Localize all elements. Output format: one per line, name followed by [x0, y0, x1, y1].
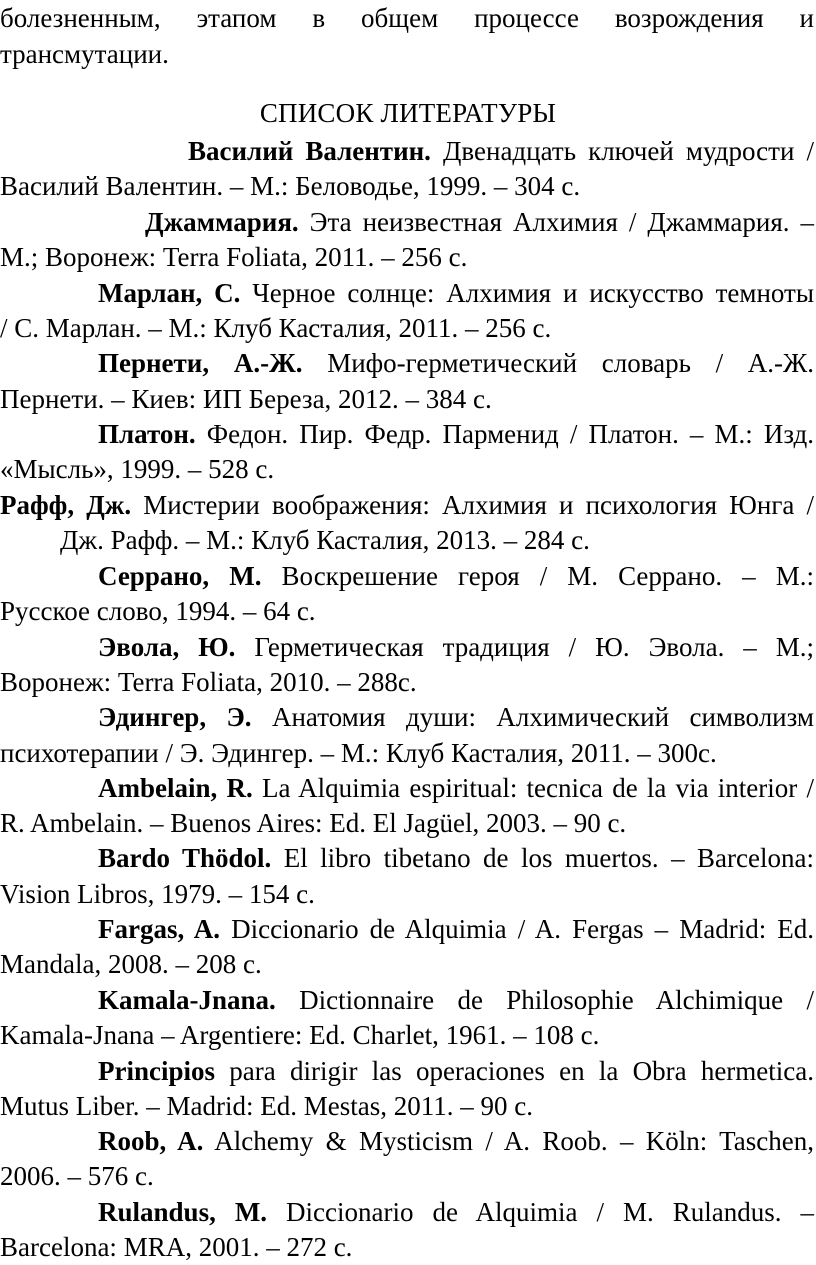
bibliography-entry-line: [145, 204, 814, 240]
bibliography-entry-author: Джаммария.: [145, 207, 299, 237]
bibliography-entry-author: Серрано, М.: [98, 561, 262, 591]
bibliography-entry-author: Rulandus, M.: [98, 1197, 268, 1227]
bibliography-entry-line: 2006. – 576 c.: [0, 1161, 154, 1191]
bibliography-entry-line: Kamala-Jnana – Argentiere: Ed. Charlet, 1961. – 108 c.: [0, 1020, 600, 1050]
bibliography-entry-line: [188, 133, 814, 169]
bibliography-entry-line: М.; Воронеж: Terra Foliata, 2011. – 256 с.: [0, 242, 468, 272]
bibliography-entry-author: Kamala-Jnana.: [98, 985, 276, 1015]
bibliography-entry-text: para dirigir las operaciones en la Obra hermetica.: [215, 1056, 814, 1086]
bibliography-entry-line: Пернети. – Киев: ИП Береза, 2012. – 384 с.: [0, 384, 492, 414]
bibliography-entry-text: Герметическая традиция / Ю. Эвола. – М.;: [235, 632, 814, 662]
bibliography-entry-line: [0, 487, 814, 523]
bibliography-entry-line: [98, 770, 814, 806]
bibliography-entry-line: [98, 699, 814, 735]
bibliography-entry-author: Платон.: [98, 419, 196, 449]
bibliography-entry-text: El libro tibetano de los muertos. – Barcelona:: [271, 843, 814, 873]
bibliography-entry-line: [98, 1053, 814, 1089]
intro-line-2: трансмутации.: [0, 39, 169, 69]
bibliography-entry-line: / С. Марлан. – М.: Клуб Касталия, 2011. – 256 с.: [0, 313, 552, 343]
bibliography-entry-line: [98, 911, 814, 947]
bibliography-entry-text: Alchemy & Mysticism / A. Roob. – Köln: Taschen,: [203, 1126, 814, 1156]
bibliography-entry-line: Barcelona: MRA, 2001. – 272 c.: [0, 1232, 353, 1262]
bibliography-entry-author: Ambelain, R.: [98, 773, 253, 803]
bibliography-entry-line: «Мысль», 1999. – 528 с.: [0, 454, 275, 484]
bibliography-entry-author: Fargas, A.: [98, 914, 221, 944]
bibliography-entry-text: Черное солнце: Алхимия и искусство темноты: [240, 278, 814, 308]
bibliography-entry-author: Марлан, С.: [98, 278, 241, 308]
intro-line-1: болезненным, этапом в общем процессе возрождения и: [0, 3, 814, 33]
bibliography-entry-line: [98, 275, 814, 311]
bibliography-entry-author: Эдингер, Э.: [98, 702, 252, 732]
bibliography-entry-text: Diccionario de Alquimia / M. Rulandus. –: [267, 1197, 814, 1227]
bibliography-entry-author: Пернети, А.-Ж.: [98, 348, 303, 378]
bibliography-entry-text: Эта неизвестная Алхимия / Джаммария. –: [298, 207, 814, 237]
bibliography-entry-author: Василий Валентин.: [188, 136, 431, 166]
bibliography-entry-text: Мифо-герметический словарь / А.-Ж.: [302, 348, 814, 378]
bibliography-entry-text: La Alquimia espiritual: tecnica de la via interior /: [252, 773, 814, 803]
bibliography-entry-line: [98, 1123, 814, 1159]
bibliography-entry-author: Эвола, Ю.: [98, 632, 236, 662]
bibliography-entry-line: Vision Libros, 1979. – 154 c.: [0, 879, 315, 909]
bibliography-entry-line: психотерапии / Э. Эдингер. – М.: Клуб Касталия, 2011. – 300с.: [0, 738, 717, 768]
bibliography-entry-line: Mutus Liber. – Madrid: Ed. Mestas, 2011. – 90 c.: [0, 1091, 533, 1121]
bibliography-entry-author: Bardo Thödol.: [98, 843, 272, 873]
bibliography-entry-text: Dictionnaire de Philosophie Alchimique /: [275, 985, 814, 1015]
bibliography-heading: СПИСОК ЛИТЕРАТУРЫ: [259, 98, 557, 128]
bibliography-entry-author: Roob, A.: [98, 1126, 204, 1156]
bibliography-entry-line: [98, 345, 814, 381]
bibliography-entry-line: Русское слово, 1994. – 64 с.: [0, 596, 316, 626]
bibliography-entry-author: Рафф, Дж.: [0, 490, 132, 520]
bibliography-entry-text: Diccionario de Alquimia / A. Fergas – Madrid: Ed.: [220, 914, 814, 944]
bibliography-entry-line: Воронеж: Terra Foliata, 2010. – 288с.: [0, 667, 417, 697]
bibliography-entry-text: Двенадцать ключей мудрости /: [430, 136, 814, 166]
bibliography-entry-author: Principios: [98, 1056, 216, 1086]
bibliography-entry-line: Дж. Рафф. – М.: Клуб Касталия, 2013. – 284 с.: [60, 525, 590, 555]
bibliography-entry-line: [98, 982, 814, 1018]
bibliography-entry-line: [98, 558, 814, 594]
bibliography-entry-text: Воскрешение героя / М. Серрано. – М.:: [261, 561, 814, 591]
bibliography-entry-line: R. Ambelain. – Buenos Aires: Ed. El Jagüel, 2003. – 90 c.: [0, 808, 627, 838]
bibliography-entry-text: Федон. Пир. Федр. Парменид / Платон. – М.: Изд.: [195, 419, 814, 449]
bibliography-entry-line: Mandala, 2008. – 208 c.: [0, 949, 262, 979]
bibliography-entry-line: Василий Валентин. – М.: Беловодье, 1999. – 304 с.: [0, 171, 581, 201]
bibliography-entry-line: [98, 840, 814, 876]
bibliography-entry-line: [98, 629, 814, 665]
bibliography-entry-line: [98, 416, 814, 452]
bibliography-entry-text: Мистерии воображения: Алхимия и психология Юнга /: [131, 490, 814, 520]
bibliography-entry-text: Анатомия души: Алхимический символизм: [251, 702, 814, 732]
